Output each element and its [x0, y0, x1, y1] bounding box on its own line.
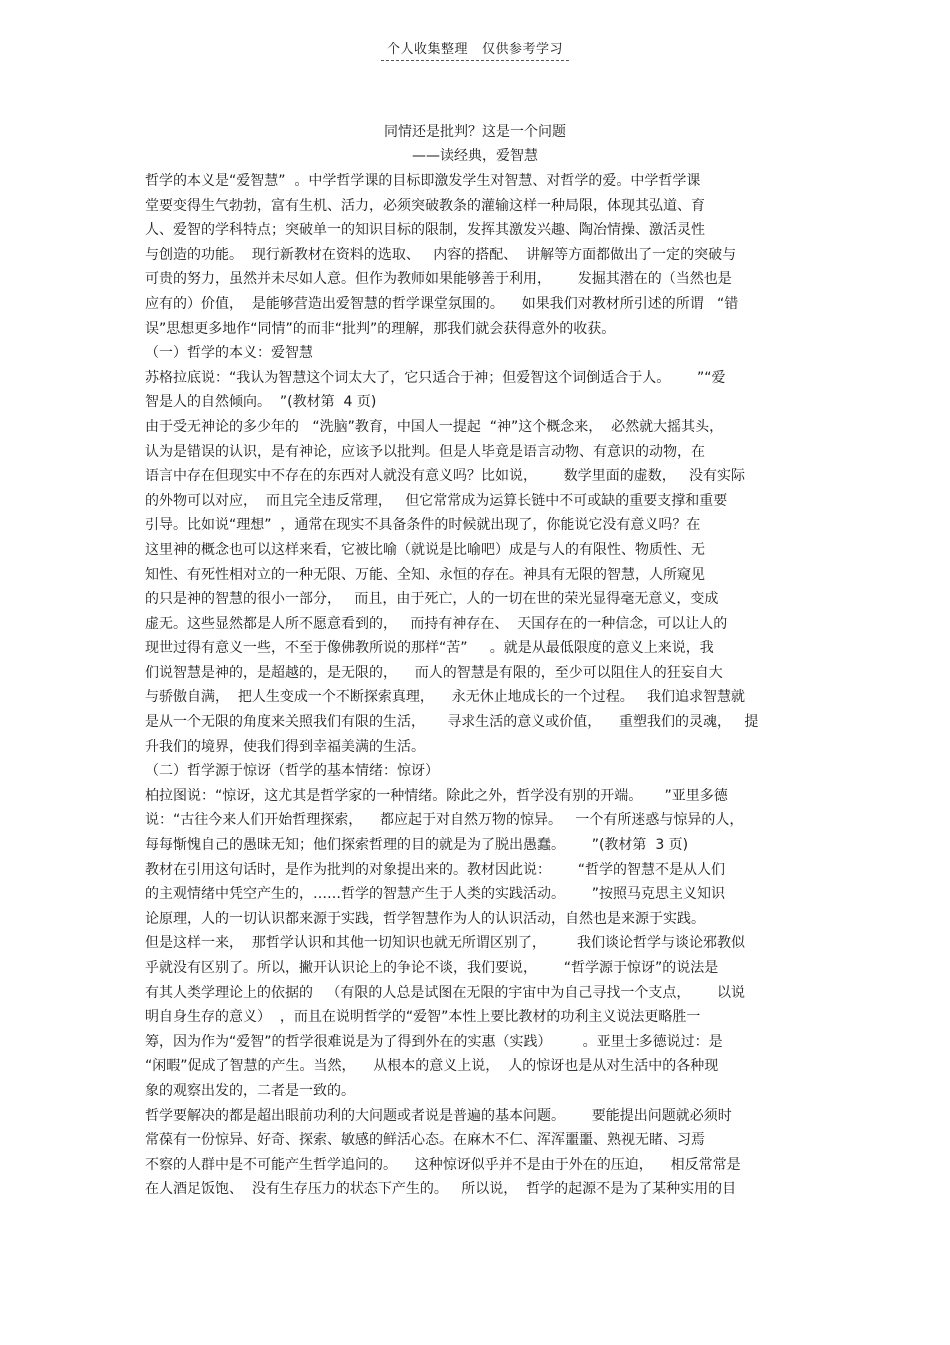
text-line: “闲暇”促成了智慧的产生。当然， 从根本的意义上说， 人的惊讶也是从对生活中的各种现	[145, 1058, 719, 1075]
text-line: 明自身生存的意义） ，而且在说明哲学的“爱智”本性上要比教材的功利主义说法更略胜一	[145, 1009, 701, 1026]
text-line: 的外物可以对应， 而且完全违反常理， 但它常常成为运算长链中不可或缺的重要支撑和重要	[145, 492, 728, 509]
text-line: 的主观情绪中凭空产生的，……哲学的智慧产生于人类的实践活动。 ”按照马克思主义知识	[145, 886, 725, 903]
text-line: （一）哲学的本义：爱智慧	[145, 345, 313, 362]
article-title: 同情还是批判？这是一个问题	[384, 124, 566, 140]
text-line: 筹，因为作为“爱智”的哲学很难说是为了得到外在的实惠（实践） 。亚里士多德说过：是	[145, 1033, 723, 1050]
text-line: 误”思想更多地作“同情”的而非“批判”的理解，那我们就会获得意外的收获。	[145, 320, 616, 337]
text-line: 认为是错误的认识，是有神论，应该予以批判。但是人毕竟是语言动物、有意识的动物，在	[145, 443, 705, 460]
text-line: 虚无。这些显然都是人所不愿意看到的， 而持有神存在、 天国存在的一种信念，可以让人的	[145, 615, 728, 632]
page-header	[0, 38, 950, 61]
text-line: 教材在引用这句话时，是作为批判的对象提出来的。教材因此说： “哲学的智慧不是从人们	[145, 861, 725, 878]
text-line: 象的观察出发的，二者是一致的。	[145, 1082, 355, 1099]
text-line: 与创造的功能。 现行新教材在资料的选取、 内容的搭配、 讲解等方面都做出了一定的突破与	[145, 246, 737, 263]
text-line: 是从一个无限的角度来关照我们有限的生活， 寻求生活的意义或价值， 重塑我们的灵魂， 提	[145, 714, 759, 731]
article-subtitle: ——读经典，爱智慧	[412, 148, 538, 164]
text-line: 哲学要解决的都是超出眼前功利的大问题或者说是普遍的基本问题。 要能提出问题就必须时	[145, 1107, 732, 1124]
text-line: 不察的人群中是不可能产生哲学追问的。 这种惊讶似乎并不是由于外在的压迫， 相反常常是	[145, 1156, 741, 1173]
text-line: 由于受无神论的多少年的 “洗脑”教育，中国人一提起 “神”这个概念来， 必然就大摇其头，	[145, 418, 724, 435]
header-text: 个人收集整理 仅供参考学习	[381, 38, 569, 61]
text-line: 苏格拉底说：“我认为智慧这个词太大了，它只适合于神；但爱智这个词倒适合于人。 ”“爱	[145, 369, 726, 386]
text-line: 应有的）价值， 是能够营造出爱智慧的哲学课堂氛围的。 如果我们对教材所引述的所谓 “错	[145, 295, 739, 312]
text-line: 与骄傲自满， 把人生变成一个不断探索真理， 永无休止地成长的一个过程。 我们追求智慧就	[145, 689, 746, 706]
text-line: 有其人类学理论上的依据的 （有限的人总是试图在无限的宇宙中为自己寻找一个支点， 以说	[145, 984, 746, 1001]
text-line: 升我们的境界，使我们得到幸福美满的生活。	[145, 738, 425, 755]
text-line: 们说智慧是神的，是超越的，是无限的， 而人的智慧是有限的，至少可以阻住人的狂妄自大	[145, 664, 723, 681]
text-line: 乎就没有区别了。所以，撇开认识论上的争论不谈，我们要说， “哲学源于惊讶”的说法是	[145, 960, 719, 976]
text-line: 人、爱智的学科特点；突破单一的知识目标的限制，发挥其激发兴趣、陶冶情操、激活灵性	[145, 222, 705, 239]
text-line: 常葆有一份惊异、好奇、探索、敏感的鲜活心态。在麻木不仁、浑浑噩噩、熟视无睹、习焉	[145, 1132, 705, 1149]
text-line: 说：“古往今来人们开始哲理探索， 都应起于对自然万物的惊异。 一个有所迷惑与惊异的人，	[145, 812, 744, 829]
text-line: 每每惭愧自己的愚昧无知；他们探索哲理的目的就是为了脱出愚蠢。 ”(教材第 3 页)	[145, 837, 689, 854]
text-line: 可贵的努力，虽然并未尽如人意。但作为教师如果能够善于利用， 发掘其潜在的（当然也是	[145, 271, 732, 288]
text-line: 智是人的自然倾向。 ”(教材第 4 页)	[145, 394, 377, 411]
text-line: 但是这样一来， 那哲学认识和其他一切知识也就无所谓区别了， 我们谈论哲学与谈论邪教似	[145, 935, 746, 952]
text-line: 现世过得有意义一些，不至于像佛教所说的那样“苦” 。就是从最低限度的意义上来说，我	[145, 640, 714, 657]
text-line: 堂要变得生气勃勃，富有生机、活力，必须突破教条的灌输这样一种局限，体现其弘道、育	[145, 197, 705, 214]
text-line: 论原理，人的一切认识都来源于实践，哲学智慧作为人的认识活动，自然也是来源于实践。	[145, 910, 705, 927]
text-line: 哲学的本义是“爱智慧” 。中学哲学课的目标即激发学生对智慧、对哲学的爱。中学哲学课	[145, 173, 701, 189]
text-line: 引导。比如说“理想” ，通常在现实不具备条件的时候就出现了，你能说它没有意义吗？在	[145, 517, 701, 534]
text-line: （二）哲学源于惊讶（哲学的基本情绪：惊讶）	[145, 763, 439, 780]
text-line: 这里神的概念也可以这样来看，它被比喻（就说是比喻吧）成是与人的有限性、物质性、无	[145, 541, 705, 558]
article-body	[145, 169, 810, 1202]
text-line: 的只是神的智慧的很小一部分， 而且，由于死亡，人的一切在世的荣光显得毫无意义，变成	[145, 591, 719, 608]
text-line: 柏拉图说：“惊讶，这尤其是哲学家的一种情绪。除此之外，哲学没有别的开端。 ”亚里多德	[145, 787, 728, 804]
text-line: 语言中存在但现实中不存在的东西对人就没有意义吗？比如说， 数学里面的虚数， 没有实际	[145, 468, 746, 485]
text-line: 在人酒足饭饱、 没有生存压力的状态下产生的。 所以说， 哲学的起源不是为了某种实用的目	[145, 1181, 737, 1198]
text-line: 知性、有死性相对立的一种无限、万能、全知、永恒的存在。神具有无限的智慧，人所窥见	[145, 566, 705, 583]
